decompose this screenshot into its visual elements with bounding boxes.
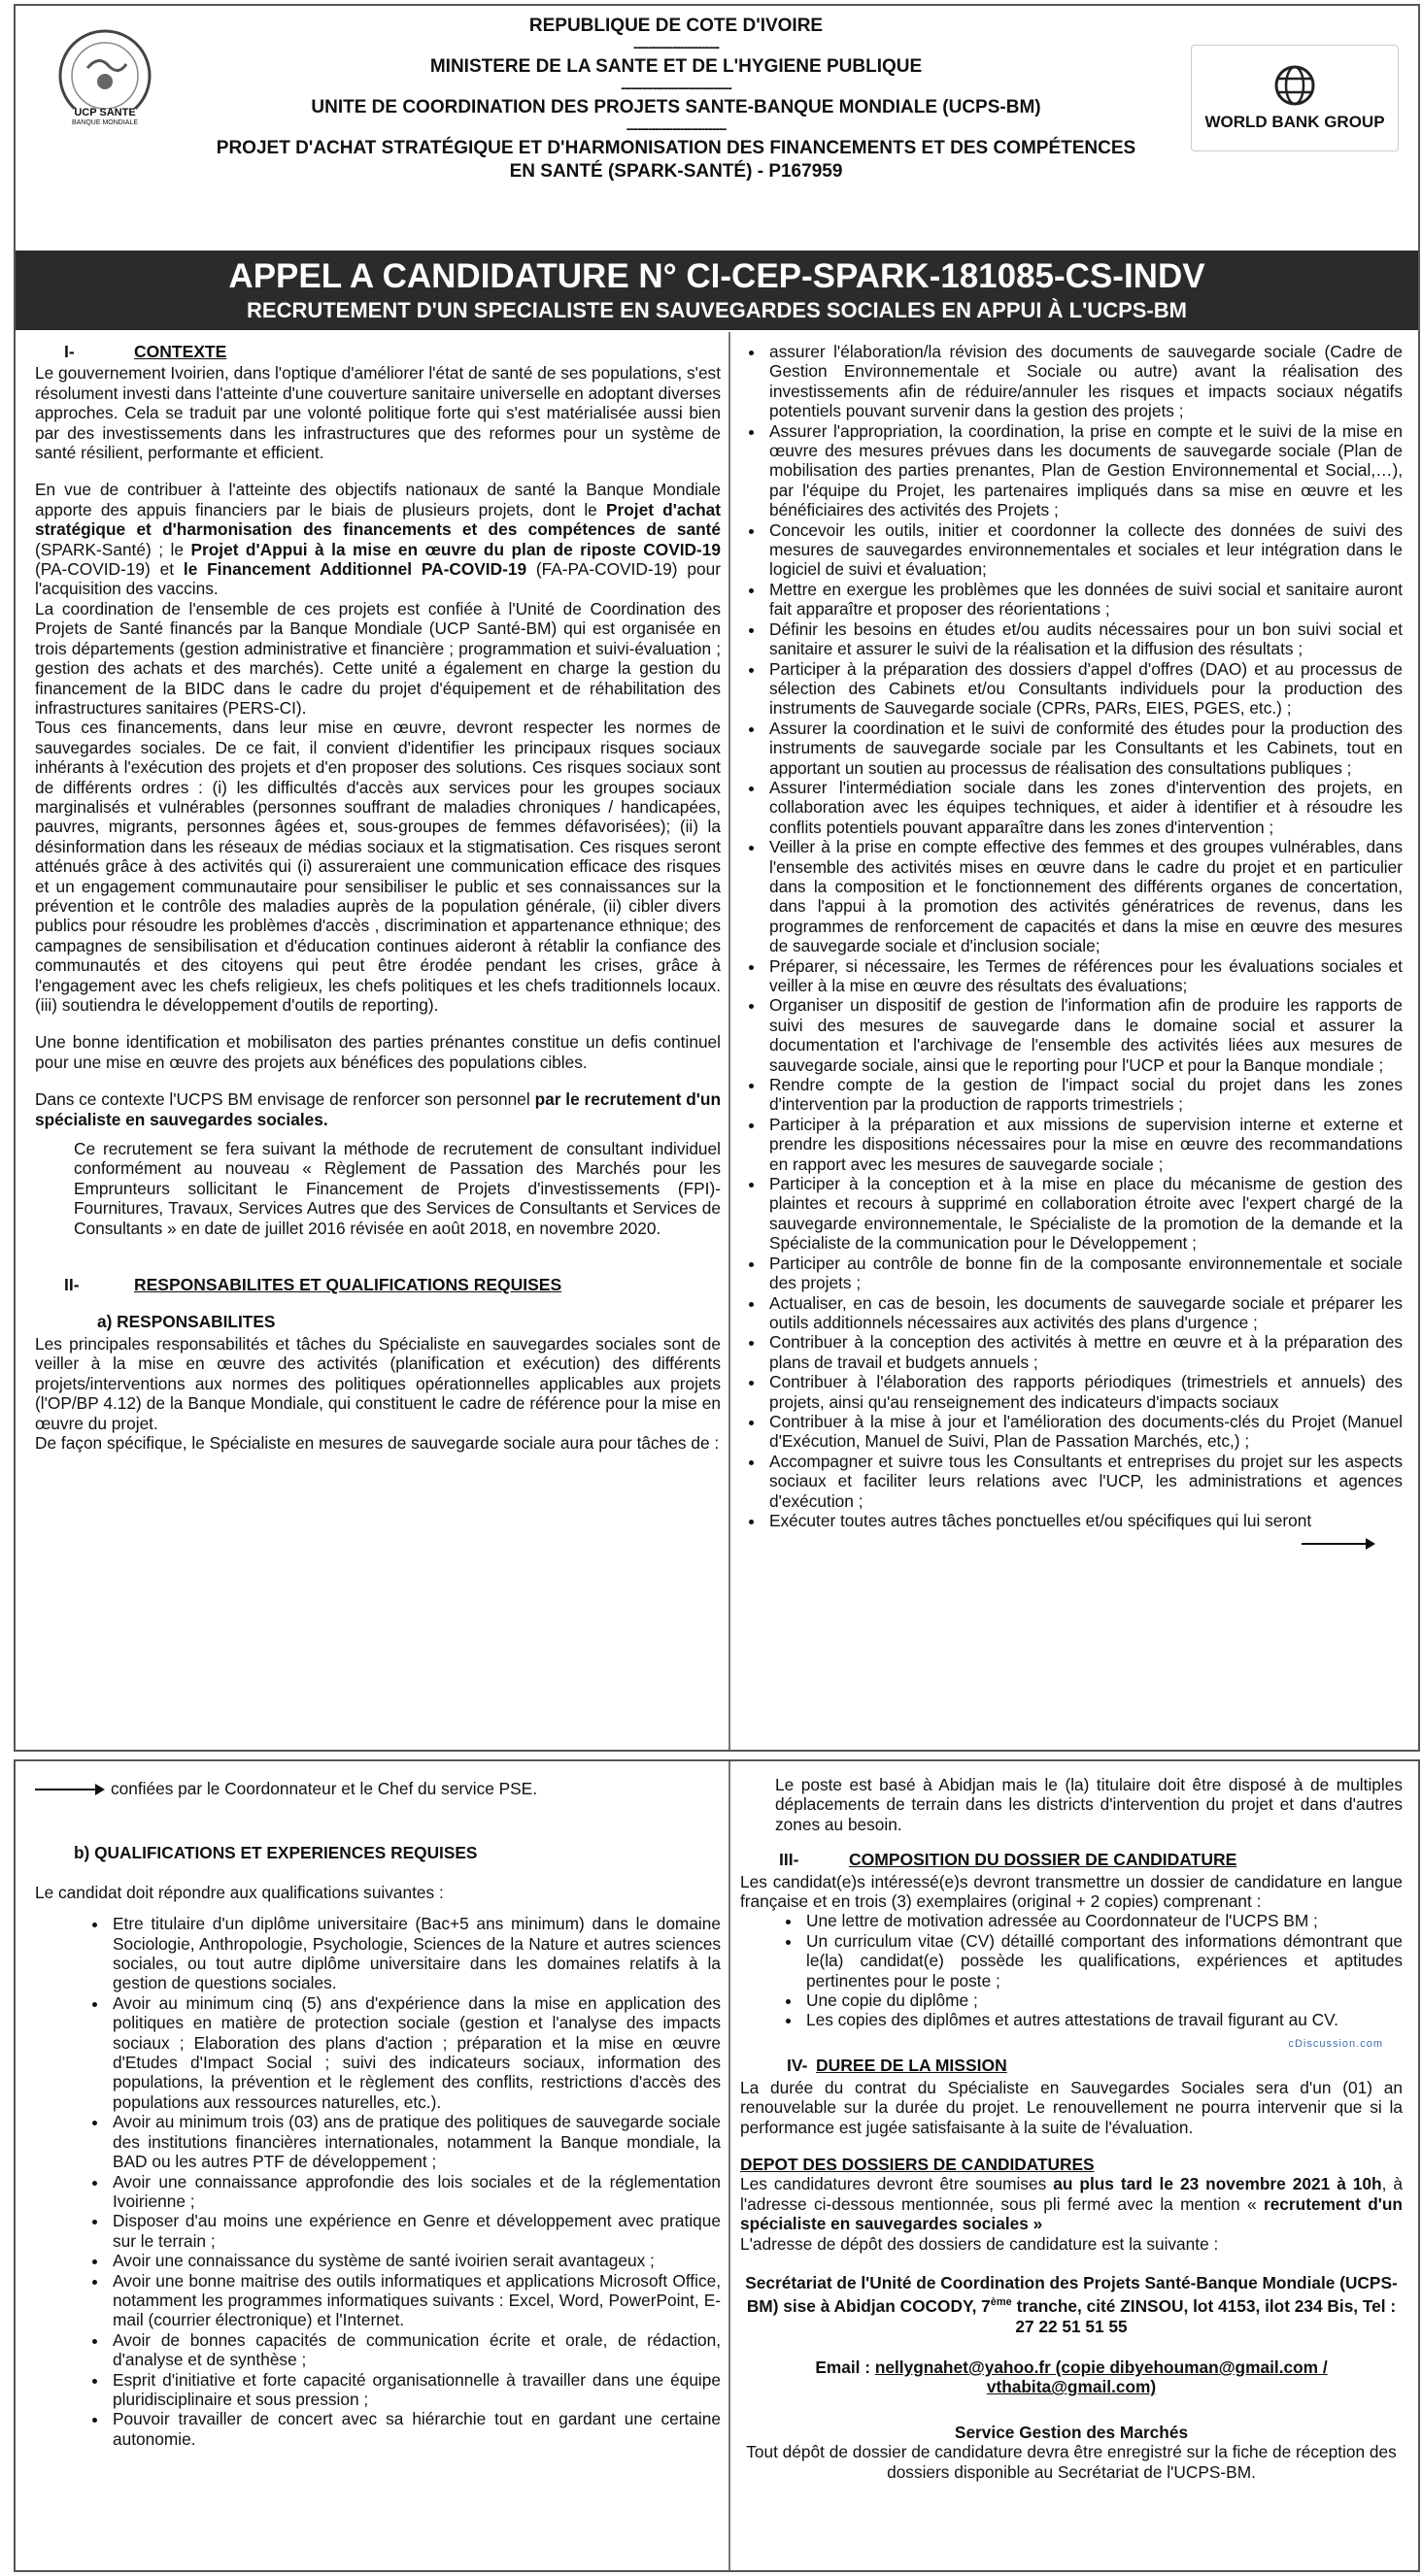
column-divider [728,1761,730,2570]
header-separator-1: ------------------------ [633,39,719,54]
document-page [14,4,1420,2572]
list-item: • Avoir une connaissance approfondie des lois sociales et de la réglementation Ivoirienne ; [109,2172,721,2212]
recruitment-method-paragraph: Ce recrutement se fera suivant la méthode de recrutement de consultant individuel conformément au nouveau « Règlement de Passation des Marchés pour les Emprunteurs sollicitant le Financement de Projets d'investissements (FPI)- Fournitures, Travaux, Services Autres que des Services de Consultants et Services de Consultants » en date de juillet 2016 révisée en août 2018, en novembre 2020. [74,1139,721,1238]
list-item: • Rendre compte de la gestion de l'impact social du projet dans les zones d'intervention par la production de rapports trimestriels ; [765,1075,1403,1115]
header-project-code: EN SANTÉ (SPARK-SANTÉ) - P167959 [509,161,843,182]
list-item: • Participer à la préparation des dossiers d'appel d'offres (DAO) et au processus de sélection des Cabinets et/ou Consultants individuels pour la production des instruments de Sauvegarde sociale (CPRs, PARs, EIES, PGES, etc.) ; [765,659,1403,719]
list-item: • Participer à la conception et à la mise en place du mécanisme de gestion des plaintes et recours à supprimé en collaboration étroite avec l'expert chargé de la sauvegarde environnementale, le Spécialiste de la promotion de la demande et la Spécialiste de la communication pour le Développement ; [765,1174,1403,1254]
specific-tasks-intro: De façon spécifique, le Spécialiste en mesures de sauvegarde sociale aura pour tâches de : [35,1432,720,1453]
list-item: • Contribuer à la conception des activités à mettre en œuvre et à la préparation des plans de travail et budgets annuels ; [765,1332,1403,1372]
section-1-heading: I- CONTEXTE [64,342,227,361]
context-paragraph-3: La coordination de l'ensemble de ces projets est confiée à l'Unité de Coordination des Projets de Santé financés par la Banque Mondiale (UCP Santé-BM) qui est organisée en trois départements (gestion administrative et financière ; programmation et suivi-évaluation ; gestion des achats et des marchés). Cette unité a également en charge la gestion du financement de la BIDC dans le cadre du projet d'équipement et de réhabilitation des infrastructures sanitaires (PERS-CI). [35,598,721,718]
title-banner [16,251,1418,330]
list-item: • Accompagner et suivre tous les Consultants et entreprises du projet sur les aspects sociaux et faciliter leurs relations avec l'UCP, les administrations et agences d'exécution ; [765,1452,1403,1511]
qualifications-heading: b) QUALIFICATIONS ET EXPERIENCES REQUISES [74,1843,478,1863]
page-panel-1 [14,4,1420,1752]
list-item: • Etre titulaire d'un diplôme universitaire (Bac+5 ans minimum) dans le domaine Sociologie, Anthropologie, Psychologie, Sciences de la Nature et autres sciences sociales, ou tout autre diplôme universitaire dans les domaines relatifs à la gestion de questions sociales. [109,1914,721,1993]
application-documents-list [740,1911,1403,2029]
list-item: • Contribuer à l'élaboration des rapports périodiques (trimestriels et annuels) des projets, ainsi qu'au renseignement des indicateurs d'impacts sociaux [765,1372,1403,1412]
header-project: PROJET D'ACHAT STRATÉGIQUE ET D'HARMONISATION DES FINANCEMENTS ET DES COMPÉTENCES [216,138,1136,158]
list-item: • Préparer, si nécessaire, les Termes de références pour les évaluations sociales et veiller à la mise en œuvre des résultats des évaluations; [765,956,1403,996]
list-item: • Assurer l'appropriation, la coordination, la prise en compte et le suivi de la mise en œuvre des mesures prévues dans les documents de sauvegarde sociale (Plan de mobilisation des parties prenantes, Plan de Gestion Environnemental et Social,…), par l'équipe du Projet, les partenaires impliqués dans sa mise en œuvre et les bénéficiaires des activités des Projets ; [765,421,1403,520]
email-link[interactable]: nellygnahet@yahoo.fr (copie dibyehouman@gmail.com / vthabita@gmail.com) [874,2357,1328,2397]
context-paragraph-1: Le gouvernement Ivoirien, dans l'optique d'améliorer l'état de santé de ses populations, s'est résolument investi dans l'atteinte d'une couverture sanitaire universelle en adoptant diverses approches. Cela se traduit par une volonté politique forte qui s'est matérialisée aussi bien par des investissements dans les infrastructures que des reformes pour un système de santé résilient, performante et efficient. [35,363,721,463]
application-intro: Les candidat(e)s intéressé(e)s devront transmettre un dossier de candidature en langue française et en trois (3) exemplaires (original + 2 copies) comprenant : [740,1871,1403,1912]
list-item: • Un curriculum vitae (CV) détaillé comportant des informations démontrant que le(la) candidat(e) possède les qualifications, expériences et aptitudes pertinentes pour le poste ; [802,1931,1403,1991]
ucp-sante-logo [49,27,161,134]
context-paragraph-2: En vue de contribuer à l'atteinte des objectifs nationaux de santé la Banque Mondiale apporte des appuis financiers par le biais de plusieurs projets, dont le Projet d'achat stratégique et d'harmonisation des financements et des compétences de santé (SPARK-Santé) ; le Projet d'Appui à la mise en œuvre du plan de riposte COVID-19 (PA-COVID-19) et le Financement Additionnel PA-COVID-19 (FA-PA-COVID-19) pour l'acquisition des vaccins. [35,480,721,599]
world-bank-logo-text: WORLD BANK GROUP [1204,113,1385,131]
list-item: • Contribuer à la mise à jour et l'amélioration des documents-clés du Projet (Manuel d'Exécution, Manuel de Suivi, Plan de Passation Marchés, etc,) ; [765,1412,1403,1452]
email-line: Email : nellygnahet@yahoo.fr (copie dibyehouman@gmail.com / vthabita@gmail.com) [815,2357,1328,2397]
list-item: • Les copies des diplômes et autres attestations de travail figurant au CV. [802,2010,1403,2029]
continue-arrow-icon [1302,1543,1373,1545]
left-column-2 [35,1779,721,2449]
watermark: cDiscussion.com [1288,2037,1383,2050]
column-divider [728,332,730,1750]
list-item: • Avoir une connaissance du système de santé ivoirien serait avantageux ; [109,2251,721,2270]
left-column [35,342,721,1453]
service-paragraph: Tout dépôt de dossier de candidature devra être enregistré sur la fiche de réception des dossiers disponible au Secrétariat de l'UCPS-BM. [746,2442,1397,2482]
list-item: • Avoir au minimum cinq (5) ans d'expérience dans la mise en application des politiques en matière de protection sociale (gestion et l'analyse des impacts sociaux ; Elaboration des plans d'action ; préparation et la mise en œuvre d'Etudes d'Impact Social ; suivi des indicateurs sociaux, information des populations, la prévention et le règlement des conflits, restrictions d'accès des populations aux ressources naturelles, etc.). [109,1993,721,2112]
qualifications-intro: Le candidat doit répondre aux qualifications suivantes : [35,1882,444,1902]
list-item: • Une copie du diplôme ; [802,1991,1403,2010]
list-item: • Assurer l'intermédiation sociale dans les zones d'intervention des projets, en collaboration avec les équipes techniques, et aider à identifier et à résoudre les conflits potentiels pouvant apparaître dans les zones d'intervention ; [765,778,1403,837]
deposit-address-intro: L'adresse de dépôt des dossiers de candidature est la suivante : [740,2233,1219,2254]
responsibilities-paragraph: Les principales responsabilités et tâches du Spécialiste en sauvegardes sociales sont de veiller à la mise en œuvre des activités (planification et exécution) des différents projets/interventions aux normes des politiques opérationnelles applicables aux projets (l'OP/BP 4.12) de la Banque Mondiale, qui constituent le cadre de référence pour la mise en œuvre du projet. [35,1333,721,1433]
header-separator-2: ------------------------------- [621,80,731,95]
list-item: • Avoir au minimum trois (03) ans de pratique des politiques de sauvegarde sociale des institutions financières internationales, notamment la Banque mondiale, la BAD ou les autres PTF de développement ; [109,2112,721,2171]
list-item: • Exécuter toutes autres tâches ponctuelles et/ou spécifiques qui lui seront [765,1511,1403,1530]
list-item: • Esprit d'initiative et forte capacité organisationnelle à travailler dans une équipe pluridisciplinaire et sous pression ; [109,2370,721,2410]
section-4-heading: IV- DUREE DE LA MISSION [787,2056,1007,2076]
list-item: • Une lettre de motivation adressée au Coordonnateur de l'UCPS BM ; [802,1911,1403,1930]
header-block [171,16,1181,184]
header-separator-3: ---------------------------- [626,120,727,136]
context-paragraph-5: Une bonne identification et mobilisaton des parties prénantes constitue un defis continuel pour une mise en œuvre des projets aux bénéfices des populations cibles. [35,1032,721,1072]
list-item: • Définir les besoins en études et/ou audits nécessaires pour un bon suivi social et sanitaire et assurer le suivi de la réalisation et la diffusion des résultats ; [765,619,1403,659]
header-republic: REPUBLIQUE DE COTE D'IVOIRE [528,16,824,36]
responsibilities-heading: a) RESPONSABILITES [97,1312,276,1332]
deposit-address: Secrétariat de l'Unité de Coordination des Projets Santé-Banque Mondiale (UCPS-BM) sise à Abidjan COCODY, 7ème tranche, cité ZINSOU, lot 4153, ilot 234 Bis, Tel : 27 22 51 51 55 [745,2272,1398,2336]
context-paragraph-6: Dans ce contexte l'UCPS BM envisage de renforcer son personnel par le recrutement d'un spécialiste en sauvegardes sociales. [35,1089,721,1129]
responsibilities-list [740,342,1403,1530]
list-item: • Participer au contrôle de bonne fin de la composante environnementale et sociale des projets ; [765,1254,1403,1293]
section-3-heading: III- COMPOSITION DU DOSSIER DE CANDIDATURE [779,1850,1237,1870]
list-item: • Organiser un dispositif de gestion de l'information afin de produire les rapports de suivi des mesures de sauvegarde dans le domaine social et assurer la documentation et l'archivage de l'ensemble des activités liées aux mesures de sauvegarde sociale, ainsi que le reporting pour l'UCP et pour la Banque mondiale ; [765,995,1403,1075]
continued-task: confiées par le Coordonnateur et le Chef du service PSE. [35,1779,721,1798]
list-item: • Pouvoir travailler de concert avec sa hiérarchie tout en gardant une certaine autonomie. [109,2409,721,2449]
list-item: • Concevoir les outils, initier et coordonner la collecte des données de suivi des mesures de sauvegardes environnementales et sociales et leur intégration dans le logiciel de suivi et évaluation; [765,520,1403,580]
list-item: • Mettre en exergue les problèmes que les données de suivi social et sanitaire auront fait apparaître et proposer des réorientations ; [765,580,1403,619]
service-title: Service Gestion des Marchés [954,2422,1189,2442]
list-item: • Avoir une bonne maitrise des outils informatiques et applications Microsoft Office, notamment les programmes informatiques suivants : Excel, Word, PowerPoint, E-mail (courrier électronique) et l'Internet. [109,2271,721,2330]
context-paragraph-4: Tous ces financements, dans leur mise en œuvre, devront respecter les normes de sauvegardes sociales. De ce fait, il convient d'identifier les principaux risques sociaux inhérants à l'exécution des projets et d'en proposer des solutions. Ces risques sociaux sont de différents ordres : (i) les difficultés d'accès aux services pour les groupes sociaux marginalisés et vulnérables (personnes souffrant de maladies chroniques / handicapées, pauvres, migrants, personnes âgées et, sous-groupes de femmes défavorisées); (ii) la désinformation dans les réseaux de médias sociaux et la stigmatisation. Ces risques seront atténués grâce à des activités qui (i) assureraient une communication efficace des risques et un engagement communautaire pour sensibiliser le public et ses connaissances sur la prévention et le contrôle des maladies auprès de la population générale, (ii) cibler divers publics pour résoudre les problèmes d'accès , discrimination et appartenance ethnique; des campagnes de sensibilisation et d'éducation continues aideront à rétablir la confiance des communautés et des citoyens qui peut être érodée pendant les crises, grâce à l'engagement avec les chefs religieux, les chefs politiques et les chefs traditionnels locaux. (iii) soutiendra le développement d'outils de reporting). [35,718,721,1015]
mission-duration-paragraph: La durée du contrat du Spécialiste en Sauvegardes Sociales sera d'un (01) an renouvelable sur la durée du projet. Le renouvellement ne pourra intervenir que si la performance est jugée satisfaisante à la suite de l'évaluation. [740,2077,1403,2137]
continue-arrow-icon [35,1789,103,1790]
call-title: APPEL A CANDIDATURE N° CI-CEP-SPARK-181085-CS-INDV [228,257,1205,295]
right-column-2 [740,1775,1403,2482]
header-unit: UNITE DE COORDINATION DES PROJETS SANTE-BANQUE MONDIALE (UCPS-BM) [311,97,1041,117]
list-item: • Veiller à la prise en compte effective des femmes et des groupes vulnérables, dans l'ensemble des activités mises en œuvre dans le cadre du projet et en particulier dans la composition et le fonctionnement des différents organes de concertation, dans l'appui à la promotion des activités génératrices de revenus, dans les programmes de renforcement de capacités et dans la mise en œuvre des mesures de sauvegarde sociale et d'inclusion sociale; [765,837,1403,955]
ucp-logo-text: UCP SANTE [74,107,136,118]
right-column [740,342,1403,1553]
list-item: • Participer à la préparation et aux missions de supervision interne et externe et prendre les dispositions nécessaires pour la mise en œuvre des recommandations en rapport avec les mesures de sauvegarde sociale ; [765,1115,1403,1174]
deposit-paragraph: Les candidatures devront être soumises au plus tard le 23 novembre 2021 à 10h, à l'adresse ci-dessous mentionnée, sous pli fermé avec la mention « recrutement d'un spécialiste en sauvegardes sociales » [740,2174,1404,2234]
ucp-logo-subtext: BANQUE MONDIALE [71,119,139,126]
globe-icon [1273,64,1316,107]
world-bank-logo [1191,45,1399,151]
list-item: • Actualiser, en cas de besoin, les documents de sauvegarde sociale et préparer les outils additionnels nécessaires aux activités des plans d'urgence ; [765,1293,1403,1333]
list-item: • Assurer la coordination et le suivi de conformité des études pour la production des instruments de sauvegarde sociale par les Consultants et les Cabinets, tout en apportant un soutien au processus de réalisation des consultations publiques ; [765,719,1403,778]
list-item: • Avoir de bonnes capacités de communication écrite et orale, de rédaction, d'analyse et de synthèse ; [109,2330,721,2370]
page-panel-2 [14,1759,1420,2572]
header-ministry: MINISTERE DE LA SANTE ET DE L'HYGIENE PUBLIQUE [429,56,923,77]
post-location-paragraph: Le poste est basé à Abidjan mais le (la) titulaire doit être disposé à de multiples déplacements de terrain dans les districts d'intervention du projet et dans d'autres zones au besoin. [775,1775,1403,1834]
call-subtitle: RECRUTEMENT D'UN SPECIALISTE EN SAUVEGARDES SOCIALES EN APPUI À L'UCPS-BM [247,298,1187,322]
section-2-heading: II- RESPONSABILITES ET QUALIFICATIONS REQUISES [64,1275,562,1295]
deposit-heading: DEPOT DES DOSSIERS DE CANDIDATURES [740,2154,1095,2174]
qualifications-list [35,1914,721,2449]
list-item: • Disposer d'au moins une expérience en Genre et développement avec pratique sur le terrain ; [109,2211,721,2251]
list-item: • assurer l'élaboration/la révision des documents de sauvegarde sociale (Cadre de Gestion Environnementale et Sociale ou autre) avant la réalisation des investissements afin de réduire/annuler les risques et impacts sociaux négatifs potentiels pouvant survenir dans la gestion des projets ; [765,342,1403,421]
